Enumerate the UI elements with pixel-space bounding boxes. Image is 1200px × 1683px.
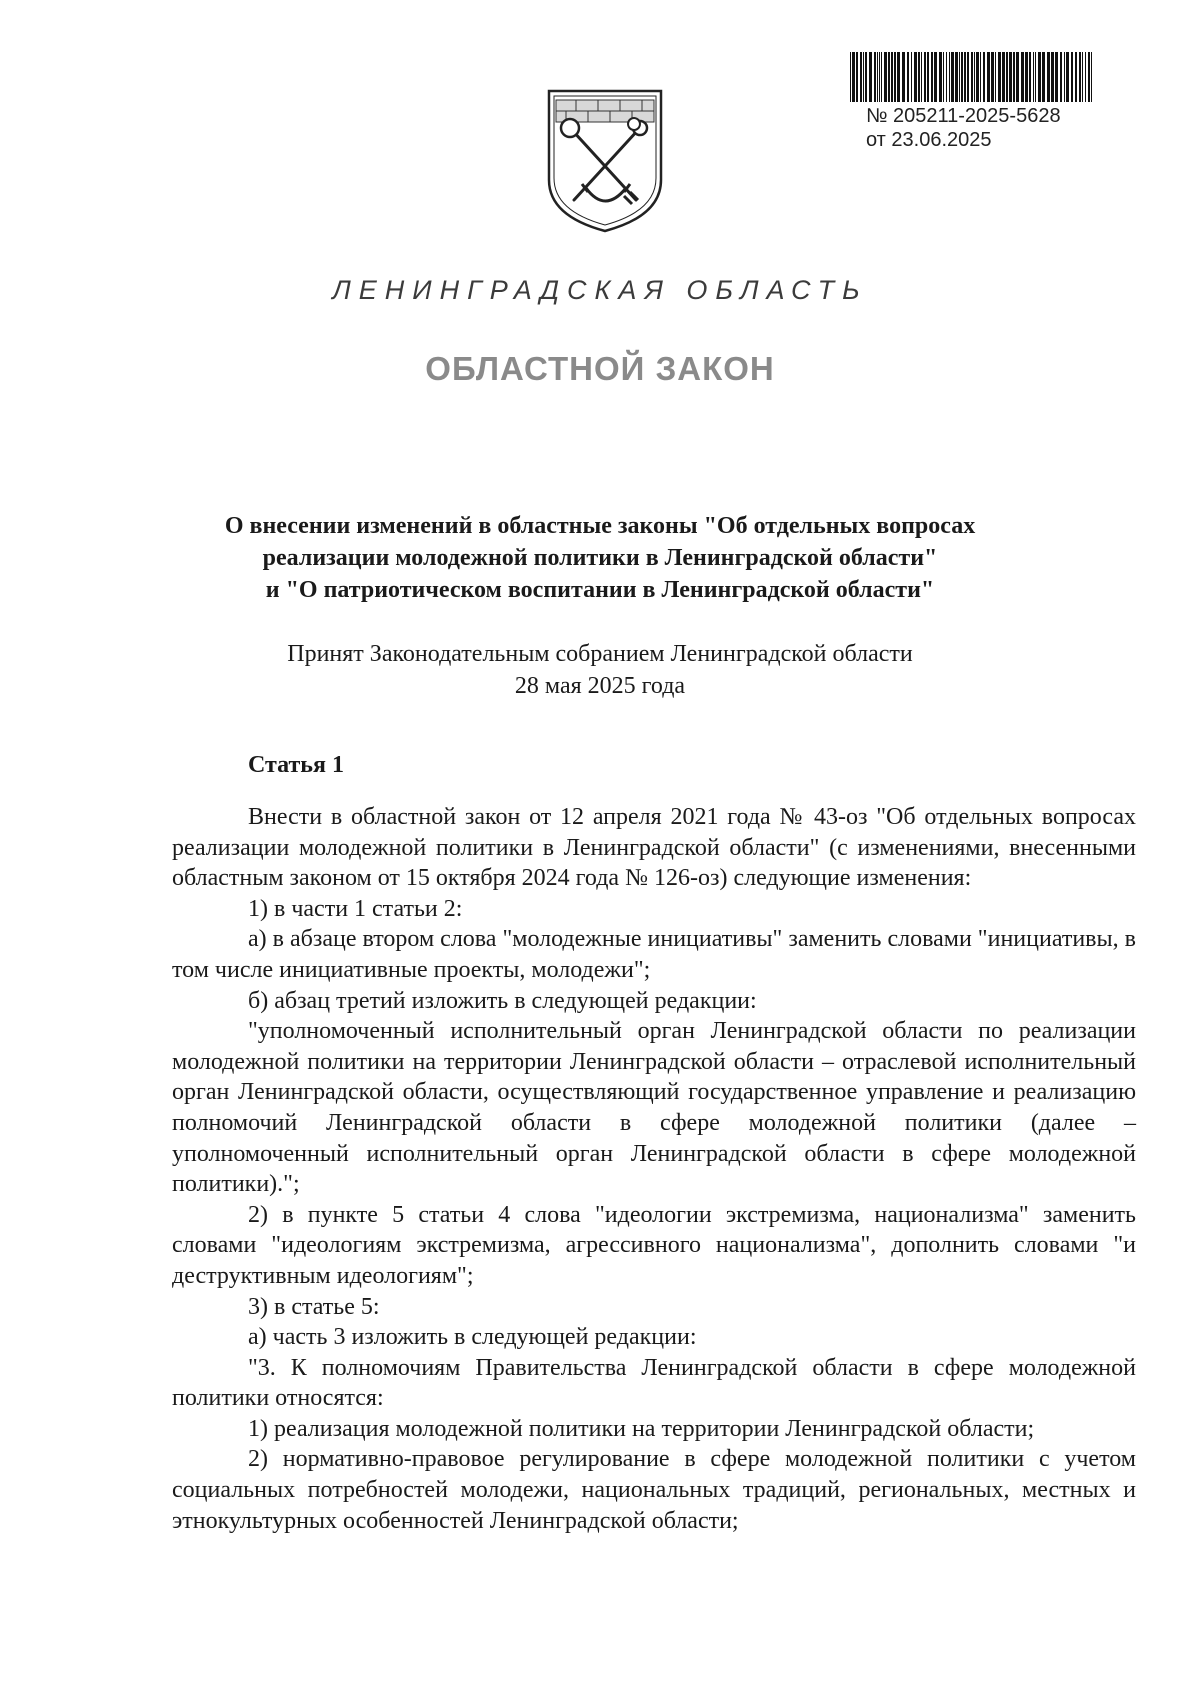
- paragraph: 2) нормативно-правовое регулирование в сфере молодежной политики с учетом социальных потребностей молодежи, национальных традиций, региональных, местных и этнокультурных особенностей Ленинградской области;: [172, 1446, 1136, 1534]
- law-type-heading: ОБЛАСТНОЙ ЗАКОН: [425, 350, 775, 387]
- registration-number: № 205211-2025-5628: [866, 105, 1061, 127]
- leningrad-oblast-coat-of-arms-icon: [546, 88, 664, 234]
- paragraph: 3) в статье 5:: [248, 1293, 380, 1320]
- paragraph: б) абзац третий изложить в следующей редакции:: [248, 987, 757, 1014]
- paragraph: Внести в областной закон от 12 апреля 2021 года № 43-оз "Об отдельных вопросах реализации молодежной политики в Ленинградской области" (с изменениями, внесенными областным законом от 15 октября 2024 года № 126-оз) следующие изменения:: [172, 804, 1136, 892]
- paragraph: а) в абзаце втором слова "молодежные инициативы" заменить словами "инициативы, в том числе инициативные проекты, молодежи";: [172, 926, 1136, 983]
- law-title-line: реализации молодежной политики в Ленинградской области": [262, 545, 938, 571]
- barcode-icon: [848, 52, 1096, 102]
- adoption-date: 28 мая 2025 года: [514, 673, 686, 699]
- adoption-body: Принят Законодательным собранием Ленинградской области: [287, 641, 913, 667]
- law-title: [150, 510, 1050, 606]
- law-title-line: О внесении изменений в областные законы "Об отдельных вопросах: [224, 513, 976, 539]
- paragraph: "3. К полномочиям Правительства Ленинградской области в сфере молодежной политики относятся:: [172, 1354, 1136, 1412]
- adoption-note: [150, 638, 1050, 702]
- paragraph: 1) реализация молодежной политики на территории Ленинградской области;: [248, 1415, 1035, 1442]
- region-name: ЛЕНИНГРАДСКАЯ ОБЛАСТЬ: [332, 275, 868, 305]
- paragraph: 1) в части 1 статьи 2:: [248, 895, 463, 922]
- paragraph: а) часть 3 изложить в следующей редакции:: [248, 1324, 697, 1351]
- article-heading: Статья 1: [248, 752, 344, 778]
- paragraph: 2) в пункте 5 статьи 4 слова "идеологии экстремизма, национализма" заменить словами "идеологиям экстремизма, агрессивного национализма", дополнить словами "и деструктивным идеологиям";: [172, 1201, 1136, 1289]
- registration-date: от 23.06.2025: [866, 129, 992, 151]
- paragraph: "уполномоченный исполнительный орган Ленинградской области по реализации молодежной политики на территории Ленинградской области – отраслевой исполнительный орган Ленинградской области, осуществляющий государственное управление и реализацию полномочий Ленинградской области в сфере молодежной политики (далее – уполномоченный исполнительный орган Ленинградской области в сфере молодежной политики).";: [172, 1018, 1136, 1198]
- law-title-line: и "О патриотическом воспитании в Ленинградской области": [265, 577, 935, 603]
- article-body: [172, 802, 1136, 1536]
- registration-block: [866, 104, 1166, 152]
